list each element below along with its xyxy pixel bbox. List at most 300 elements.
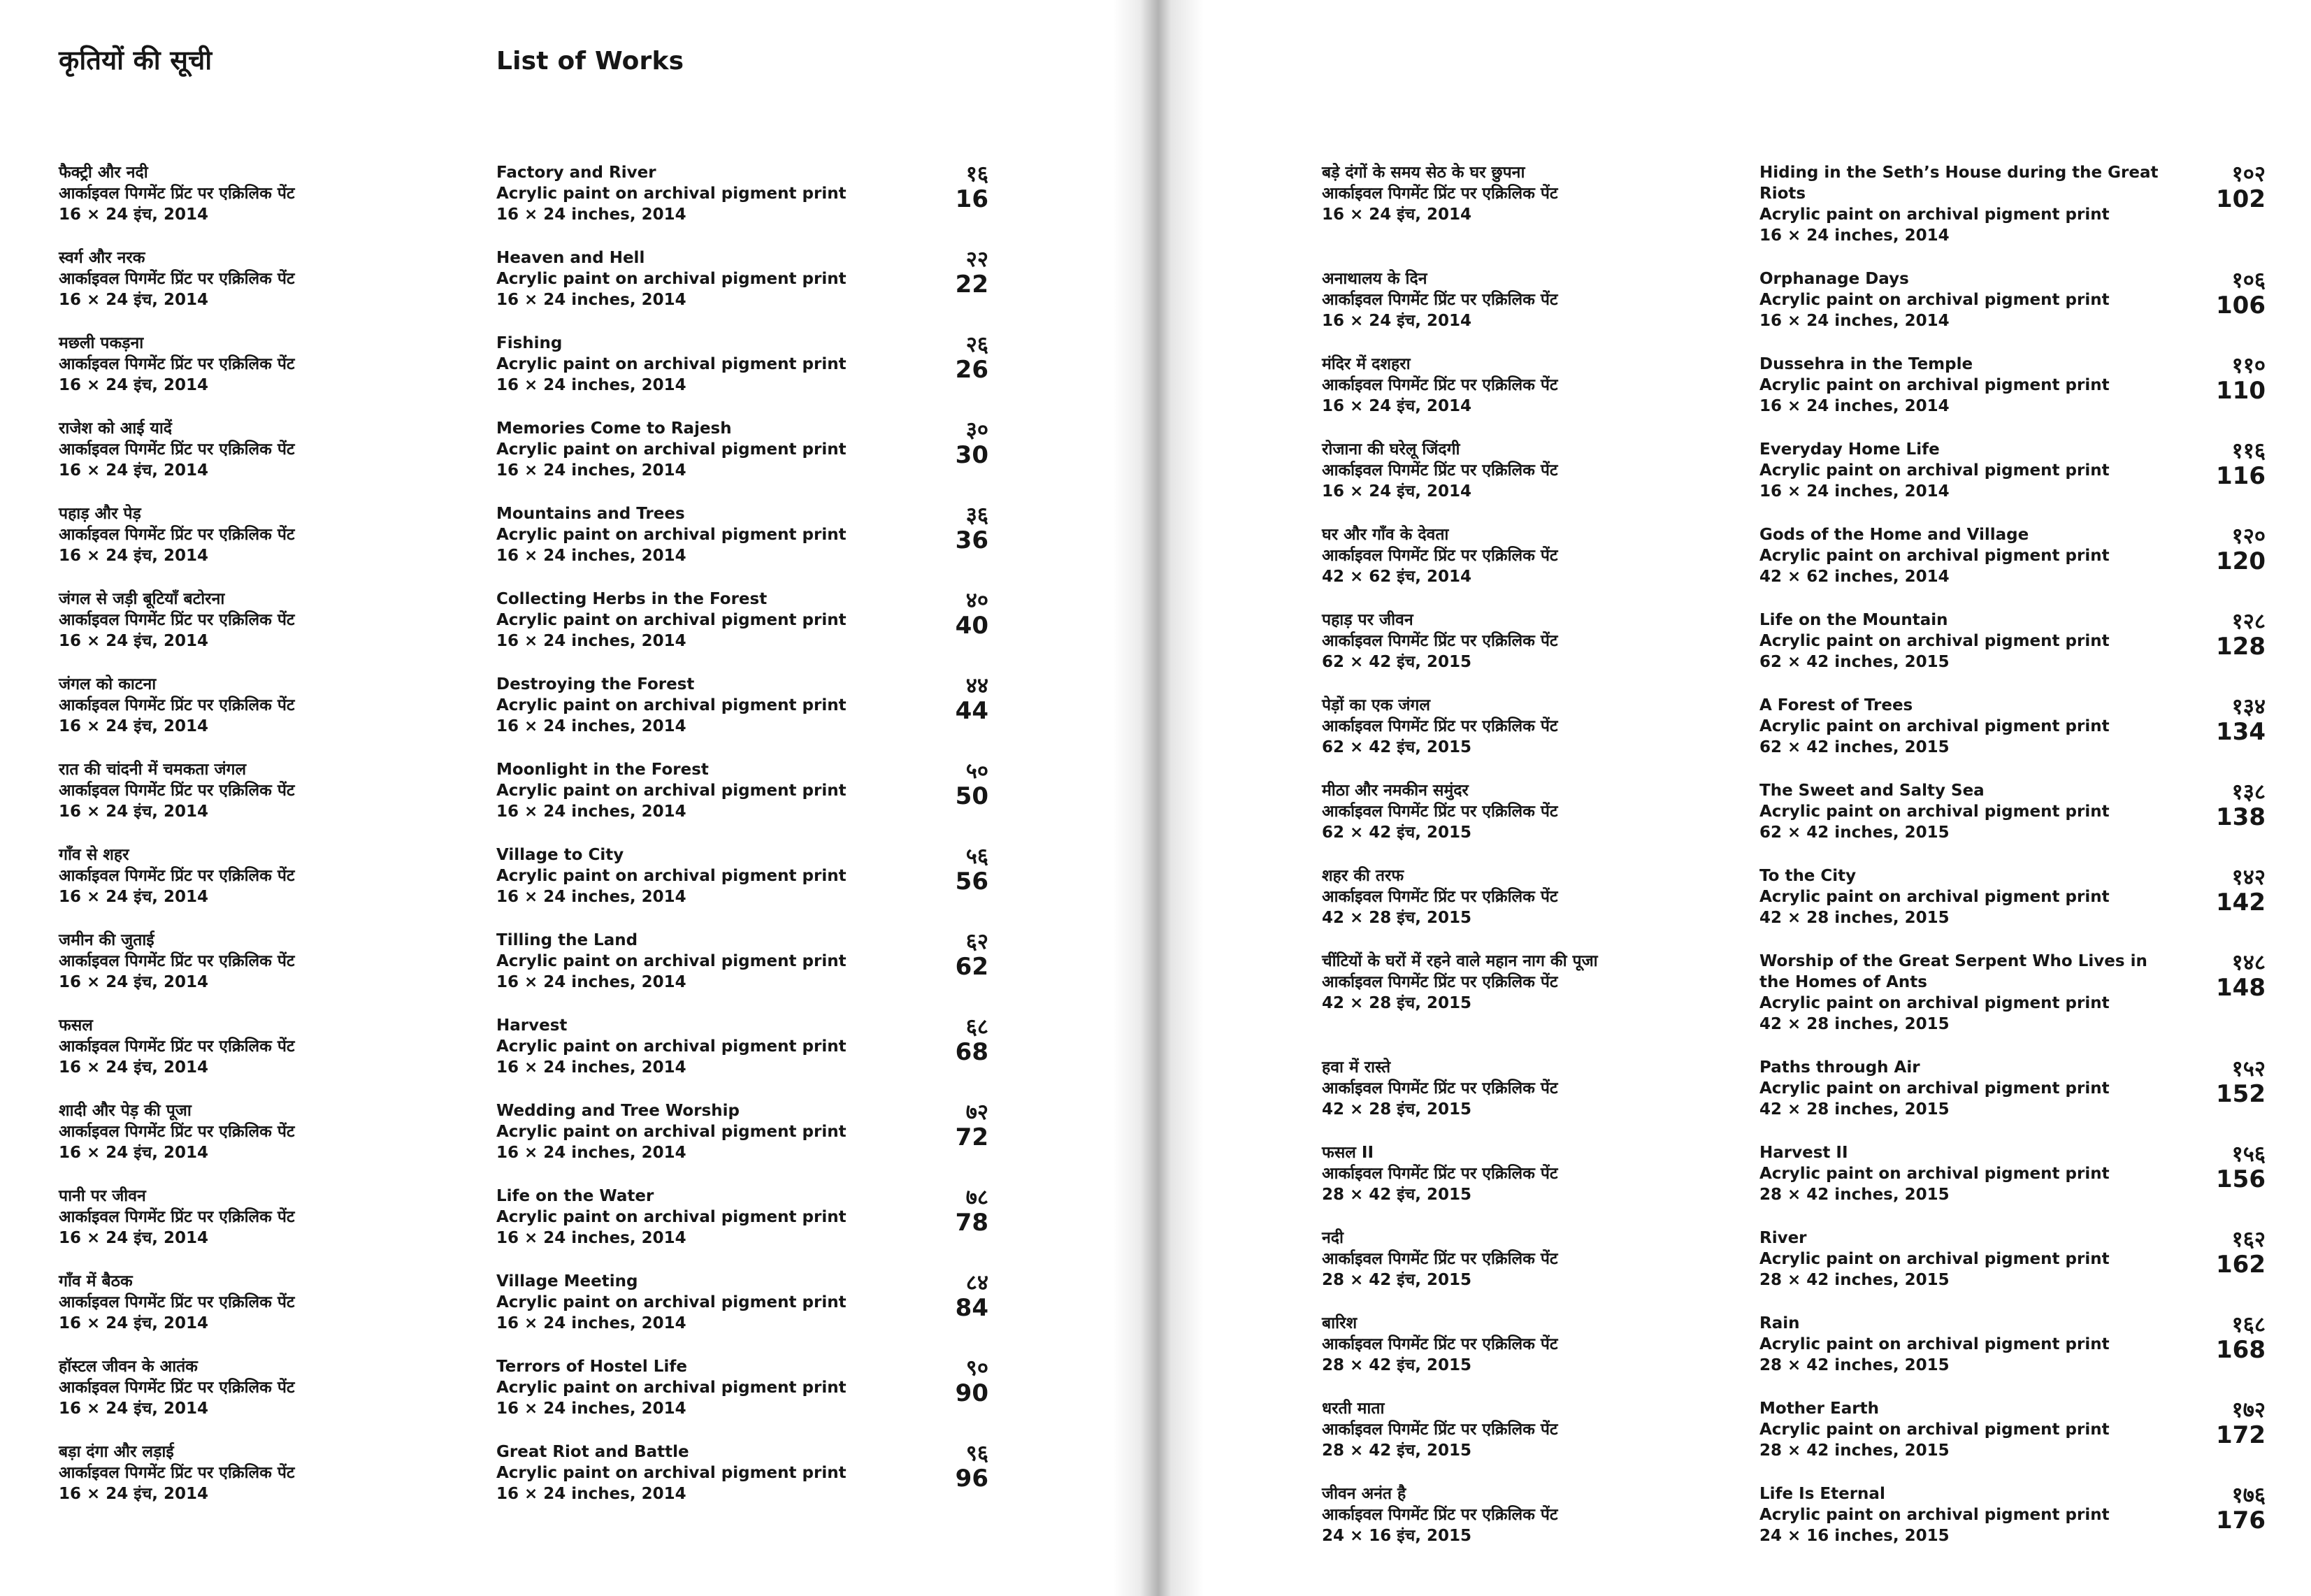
work-title-hindi: फैक्ट्री और नदी bbox=[59, 164, 148, 182]
work-title-hindi: मीठा और नमकीन समुंदर bbox=[1322, 782, 1469, 800]
page-number bbox=[926, 503, 988, 554]
page-number-latin: 148 bbox=[2216, 974, 2266, 1002]
work-medium-hindi: आर्काइवल पिगमेंट प्रिंट पर एक्रिलिक पेंट bbox=[1322, 1165, 1558, 1183]
work-medium-hindi: आर्काइवल पिगमेंट प्रिंट पर एक्रिलिक पेंट bbox=[1322, 1079, 1558, 1098]
work-dimensions-hindi: 28 × 42 इंच, 2015 bbox=[1322, 1271, 1471, 1289]
work-medium-english: Acrylic paint on archival pigment print bbox=[496, 1037, 847, 1056]
work-medium-hindi: आर्काइवल पिगमेंट प्रिंट पर एक्रिलिक पेंट bbox=[59, 355, 295, 373]
work-title-english: Life Is Eternal bbox=[1759, 1485, 1885, 1503]
work-title-english: Wedding and Tree Worship bbox=[496, 1102, 740, 1120]
page-number-latin: 96 bbox=[955, 1465, 988, 1493]
work-medium-hindi: आर्काइवल पिगमेंट प्रिंट पर एक्रिलिक पेंट bbox=[1322, 376, 1558, 394]
work-entry bbox=[1322, 951, 2266, 1035]
work-title-hindi: जमीन की जुताई bbox=[59, 931, 154, 949]
work-dimensions-hindi: 16 × 24 इंच, 2014 bbox=[59, 888, 208, 906]
work-dimensions-english: 16 × 24 inches, 2014 bbox=[496, 1400, 686, 1418]
work-medium-hindi: आर्काइवल पिगमेंट प्रिंट पर एक्रिलिक पेंट bbox=[59, 867, 295, 885]
page-number-devanagari: १७२ bbox=[2231, 1397, 2266, 1423]
hindi-block bbox=[1322, 1398, 1759, 1461]
work-dimensions-english: 28 × 42 inches, 2015 bbox=[1759, 1271, 1950, 1289]
work-dimensions-english: 16 × 24 inches, 2014 bbox=[1759, 227, 1950, 245]
page-number-latin: 26 bbox=[955, 356, 988, 384]
english-block bbox=[1759, 610, 2203, 673]
work-entry bbox=[1322, 1483, 2266, 1546]
work-medium-hindi: आर्काइवल पिगमेंट प्रिंट पर एक्रिलिक पेंट bbox=[1322, 1250, 1558, 1268]
work-title-hindi: जंगल को काटना bbox=[59, 675, 157, 693]
page-number-latin: 128 bbox=[2216, 633, 2266, 661]
hindi-block bbox=[1322, 1313, 1759, 1376]
work-dimensions-hindi: 24 × 16 इंच, 2015 bbox=[1322, 1527, 1471, 1545]
page-number-latin: 152 bbox=[2216, 1080, 2266, 1108]
english-block bbox=[496, 247, 926, 310]
work-title-english: Harvest II bbox=[1759, 1144, 1848, 1162]
work-entry bbox=[1322, 439, 2266, 502]
english-block bbox=[496, 1271, 926, 1334]
page-number-devanagari: १२८ bbox=[2231, 609, 2266, 634]
work-dimensions-hindi: 62 × 42 इंच, 2015 bbox=[1322, 824, 1471, 842]
hindi-block bbox=[59, 1186, 496, 1249]
page-title-english: List of Works bbox=[496, 47, 684, 76]
page-number-latin: 168 bbox=[2216, 1336, 2266, 1364]
work-medium-hindi: आर्काइवल पिगमेंट प्रिंट पर एक्रिलिक पेंट bbox=[59, 1379, 295, 1397]
work-entry bbox=[1322, 354, 2266, 417]
work-medium-english: Acrylic paint on archival pigment print bbox=[496, 611, 847, 629]
page-number bbox=[926, 674, 988, 724]
hindi-block bbox=[1322, 524, 1759, 587]
page-number bbox=[2203, 1398, 2266, 1448]
page-number-devanagari: १४८ bbox=[2231, 950, 2266, 975]
work-dimensions-english: 24 × 16 inches, 2015 bbox=[1759, 1527, 1950, 1545]
english-block bbox=[1759, 439, 2203, 502]
english-block bbox=[1759, 1057, 2203, 1120]
work-dimensions-hindi: 16 × 24 इंच, 2014 bbox=[59, 376, 208, 394]
work-dimensions-english: 16 × 24 inches, 2014 bbox=[496, 206, 686, 224]
work-dimensions-hindi: 16 × 24 इंच, 2014 bbox=[59, 291, 208, 309]
work-entry bbox=[1322, 1057, 2266, 1120]
page-number-devanagari: २२ bbox=[965, 247, 988, 272]
work-title-english: Dussehra in the Temple bbox=[1759, 355, 1973, 373]
hindi-block bbox=[1322, 439, 1759, 502]
page-number-devanagari: १३८ bbox=[2231, 779, 2266, 805]
english-block bbox=[1759, 1142, 2203, 1205]
work-title-hindi: धरती माता bbox=[1322, 1400, 1385, 1418]
hindi-block bbox=[59, 1100, 496, 1163]
hindi-block bbox=[1322, 695, 1759, 758]
work-dimensions-english: 62 × 42 inches, 2015 bbox=[1759, 653, 1950, 671]
work-dimensions-english: 62 × 42 inches, 2015 bbox=[1759, 824, 1950, 842]
work-dimensions-hindi: 16 × 24 इंच, 2014 bbox=[59, 803, 208, 821]
work-title-hindi: स्वर्ग और नरक bbox=[59, 249, 145, 267]
right-page bbox=[1322, 162, 2266, 1569]
english-block bbox=[496, 1015, 926, 1078]
work-medium-english: Acrylic paint on archival pigment print bbox=[1759, 1335, 2110, 1353]
page-number bbox=[926, 759, 988, 810]
work-medium-english: Acrylic paint on archival pigment print bbox=[1759, 1506, 2110, 1524]
english-block bbox=[496, 674, 926, 737]
work-dimensions-english: 16 × 24 inches, 2014 bbox=[496, 888, 686, 906]
work-title-hindi: फसल II bbox=[1322, 1144, 1374, 1162]
work-title-english: The Sweet and Salty Sea bbox=[1759, 782, 1985, 800]
work-title-hindi: शहर की तरफ bbox=[1322, 867, 1404, 885]
work-dimensions-english: 16 × 24 inches, 2014 bbox=[496, 376, 686, 394]
work-medium-hindi: आर्काइवल पिगमेंट प्रिंट पर एक्रिलिक पेंट bbox=[1322, 1506, 1558, 1524]
english-block bbox=[496, 1186, 926, 1249]
work-title-english: A Forest of Trees bbox=[1759, 696, 1913, 714]
work-entry bbox=[59, 759, 988, 822]
hindi-block bbox=[1322, 354, 1759, 417]
work-medium-english: Acrylic paint on archival pigment print bbox=[1759, 206, 2110, 224]
work-medium-hindi: आर्काइवल पिगमेंट प्रिंट पर एक्रिलिक पेंट bbox=[59, 185, 295, 203]
page-number bbox=[2203, 1057, 2266, 1107]
work-title-hindi: फसल bbox=[59, 1016, 93, 1035]
page-number-latin: 22 bbox=[955, 271, 988, 299]
english-block bbox=[1759, 524, 2203, 587]
page-number bbox=[926, 844, 988, 895]
work-medium-hindi: आर्काइवल पिगमेंट प्रिंट पर एक्रिलिक पेंट bbox=[59, 696, 295, 714]
english-block bbox=[496, 844, 926, 907]
english-block bbox=[496, 1442, 926, 1504]
english-block bbox=[1759, 695, 2203, 758]
work-title-hindi: पहाड़ पर जीवन bbox=[1322, 611, 1413, 629]
work-dimensions-hindi: 16 × 24 इंच, 2014 bbox=[59, 547, 208, 565]
work-medium-hindi: आर्काइवल पिगमेंट प्रिंट पर एक्रिलिक पेंट bbox=[1322, 888, 1558, 906]
work-title-hindi: मंदिर में दशहरा bbox=[1322, 355, 1411, 373]
hindi-block bbox=[1322, 268, 1759, 331]
work-title-hindi: रात की चांदनी में चमकता जंगल bbox=[59, 761, 247, 779]
work-title-hindi: पहाड़ और पेड़ bbox=[59, 505, 141, 523]
work-title-english: Memories Come to Rajesh bbox=[496, 419, 732, 438]
hindi-block bbox=[59, 674, 496, 737]
work-title-hindi: घर और गाँव के देवता bbox=[1322, 526, 1449, 544]
work-dimensions-hindi: 62 × 42 इंच, 2015 bbox=[1322, 738, 1471, 756]
work-medium-english: Acrylic paint on archival pigment print bbox=[496, 526, 847, 544]
gutter-shadow bbox=[1113, 0, 1204, 1596]
page-number bbox=[2203, 268, 2266, 319]
english-block bbox=[1759, 865, 2203, 928]
work-dimensions-english: 16 × 24 inches, 2014 bbox=[496, 1058, 686, 1077]
page-number bbox=[2203, 951, 2266, 1001]
hindi-block bbox=[1322, 1228, 1759, 1291]
hindi-block bbox=[59, 333, 496, 396]
page-number-latin: 176 bbox=[2216, 1507, 2266, 1534]
work-title-english: To the City bbox=[1759, 867, 1857, 885]
work-medium-hindi: आर्काइवल पिगमेंट प्रिंट पर एक्रिलिक पेंट bbox=[1322, 803, 1558, 821]
work-title-english: Village Meeting bbox=[496, 1272, 638, 1291]
english-block bbox=[496, 1356, 926, 1419]
page-number-devanagari: ११० bbox=[2231, 353, 2266, 378]
work-medium-hindi: आर्काइवल पिगमेंट प्रिंट पर एक्रिलिक पेंट bbox=[59, 526, 295, 544]
work-dimensions-hindi: 42 × 28 इंच, 2015 bbox=[1322, 1100, 1471, 1119]
work-title-english: Worship of the Great Serpent Who Lives in the Homes of Ants bbox=[1759, 952, 2147, 991]
hindi-block bbox=[59, 1271, 496, 1334]
hindi-block bbox=[1322, 162, 1759, 225]
work-title-hindi: बड़ा दंगा और लड़ाई bbox=[59, 1443, 174, 1461]
work-entry bbox=[59, 1442, 988, 1504]
work-dimensions-hindi: 16 × 24 इंच, 2014 bbox=[59, 1400, 208, 1418]
work-dimensions-hindi: 16 × 24 इंच, 2014 bbox=[1322, 312, 1471, 330]
work-title-english: Moonlight in the Forest bbox=[496, 761, 709, 779]
page-number-latin: 68 bbox=[955, 1038, 988, 1066]
page-number-devanagari: १६८ bbox=[2231, 1312, 2266, 1337]
work-dimensions-hindi: 16 × 24 इंच, 2014 bbox=[59, 1229, 208, 1247]
work-medium-english: Acrylic paint on archival pigment print bbox=[1759, 1421, 2110, 1439]
work-medium-english: Acrylic paint on archival pigment print bbox=[496, 1379, 847, 1397]
work-dimensions-hindi: 62 × 42 इंच, 2015 bbox=[1322, 653, 1471, 671]
work-entry bbox=[1322, 610, 2266, 673]
hindi-block bbox=[59, 589, 496, 652]
work-dimensions-hindi: 16 × 24 इंच, 2014 bbox=[1322, 482, 1471, 501]
work-title-english: Village to City bbox=[496, 846, 624, 864]
work-medium-hindi: आर्काइवल पिगमेंट प्रिंट पर एक्रिलिक पेंट bbox=[59, 952, 295, 970]
work-entry bbox=[1322, 1313, 2266, 1376]
work-dimensions-english: 42 × 28 inches, 2015 bbox=[1759, 1100, 1950, 1119]
work-dimensions-english: 62 × 42 inches, 2015 bbox=[1759, 738, 1950, 756]
work-title-english: Life on the Mountain bbox=[1759, 611, 1948, 629]
work-medium-hindi: आर्काइवल पिगमेंट प्रिंट पर एक्रिलिक पेंट bbox=[1322, 185, 1558, 203]
work-dimensions-hindi: 16 × 24 इंच, 2014 bbox=[59, 1058, 208, 1077]
work-entry bbox=[59, 247, 988, 310]
hindi-block bbox=[1322, 951, 1759, 1014]
page-number bbox=[2203, 1228, 2266, 1278]
work-title-hindi: गाँव में बैठक bbox=[59, 1272, 133, 1291]
page-number-latin: 116 bbox=[2216, 462, 2266, 490]
work-title-english: Collecting Herbs in the Forest bbox=[496, 590, 768, 608]
work-dimensions-english: 16 × 24 inches, 2014 bbox=[496, 717, 686, 735]
work-medium-english: Acrylic paint on archival pigment print bbox=[496, 1208, 847, 1226]
work-title-english: Terrors of Hostel Life bbox=[496, 1358, 687, 1376]
hindi-block bbox=[59, 844, 496, 907]
page-number-latin: 44 bbox=[955, 697, 988, 725]
english-block bbox=[1759, 780, 2203, 843]
work-entry bbox=[59, 1356, 988, 1419]
work-title-hindi: शादी और पेड़ की पूजा bbox=[59, 1102, 192, 1120]
hindi-block bbox=[59, 1015, 496, 1078]
work-medium-hindi: आर्काइवल पिगमेंट प्रिंट पर एक्रिलिक पेंट bbox=[59, 1123, 295, 1141]
work-medium-hindi: आर्काइवल पिगमेंट प्रिंट पर एक्रिलिक पेंट bbox=[1322, 547, 1558, 565]
work-dimensions-hindi: 42 × 28 इंच, 2015 bbox=[1322, 994, 1471, 1012]
hindi-block bbox=[59, 1442, 496, 1504]
work-entry bbox=[59, 1186, 988, 1249]
hindi-block bbox=[1322, 1142, 1759, 1205]
page-number-latin: 172 bbox=[2216, 1421, 2266, 1449]
page-number-devanagari: ७८ bbox=[965, 1185, 988, 1210]
work-dimensions-english: 16 × 24 inches, 2014 bbox=[496, 973, 686, 991]
work-medium-hindi: आर्काइवल पिगमेंट प्रिंट पर एक्रिलिक पेंट bbox=[59, 440, 295, 459]
page-number-devanagari: १५६ bbox=[2231, 1142, 2266, 1167]
english-block bbox=[1759, 162, 2203, 246]
page-number-latin: 16 bbox=[955, 185, 988, 213]
page-number bbox=[926, 1100, 988, 1151]
work-title-hindi: नदी bbox=[1322, 1229, 1344, 1247]
page-number-latin: 78 bbox=[955, 1209, 988, 1237]
work-dimensions-hindi: 16 × 24 इंच, 2014 bbox=[59, 1144, 208, 1162]
page-number-devanagari: १२० bbox=[2231, 524, 2266, 549]
work-title-hindi: हॉस्टल जीवन के आतंक bbox=[59, 1358, 198, 1376]
work-dimensions-hindi: 16 × 24 इंच, 2014 bbox=[1322, 206, 1471, 224]
page-number bbox=[2203, 610, 2266, 660]
hindi-block bbox=[59, 418, 496, 481]
page-number-devanagari: १३४ bbox=[2231, 694, 2266, 719]
page-number-devanagari: ११६ bbox=[2231, 438, 2266, 463]
work-entry bbox=[59, 418, 988, 481]
work-dimensions-english: 16 × 24 inches, 2014 bbox=[496, 1485, 686, 1503]
work-medium-hindi: आर्काइवल पिगमेंट प्रिंट पर एक्रिलिक पेंट bbox=[1322, 717, 1558, 735]
page-number-latin: 36 bbox=[955, 526, 988, 554]
work-entry bbox=[1322, 1142, 2266, 1205]
page-number-latin: 134 bbox=[2216, 718, 2266, 746]
english-block bbox=[1759, 1228, 2203, 1291]
page-number-devanagari: ३० bbox=[965, 417, 988, 443]
page-number-devanagari: ६८ bbox=[965, 1014, 988, 1040]
work-medium-hindi: आर्काइवल पिगमेंट प्रिंट पर एक्रिलिक पेंट bbox=[1322, 1335, 1558, 1353]
work-dimensions-english: 16 × 24 inches, 2014 bbox=[496, 1144, 686, 1162]
page-number-latin: 106 bbox=[2216, 292, 2266, 319]
work-entry bbox=[1322, 524, 2266, 587]
work-medium-hindi: आर्काइवल पिगमेंट प्रिंट पर एक्रिलिक पेंट bbox=[59, 611, 295, 629]
hindi-block bbox=[59, 247, 496, 310]
hindi-block bbox=[59, 930, 496, 993]
work-dimensions-hindi: 16 × 24 इंच, 2014 bbox=[59, 973, 208, 991]
page-number bbox=[926, 930, 988, 980]
page-number-latin: 102 bbox=[2216, 185, 2266, 213]
work-medium-english: Acrylic paint on archival pigment print bbox=[496, 355, 847, 373]
work-title-hindi: गाँव से शहर bbox=[59, 846, 129, 864]
work-title-english: Mountains and Trees bbox=[496, 505, 685, 523]
work-entry bbox=[59, 1015, 988, 1078]
work-medium-english: Acrylic paint on archival pigment print bbox=[496, 270, 847, 288]
work-entry bbox=[59, 1271, 988, 1334]
english-block bbox=[496, 759, 926, 822]
work-medium-hindi: आर्काइवल पिगमेंट प्रिंट पर एक्रिलिक पेंट bbox=[1322, 291, 1558, 309]
page-number-latin: 62 bbox=[955, 953, 988, 981]
page-number-devanagari: १०२ bbox=[2231, 161, 2266, 187]
work-medium-english: Acrylic paint on archival pigment print bbox=[496, 1123, 847, 1141]
work-title-english: Great Riot and Battle bbox=[496, 1443, 689, 1461]
work-medium-english: Acrylic paint on archival pigment print bbox=[496, 782, 847, 800]
page-number bbox=[926, 247, 988, 298]
work-medium-english: Acrylic paint on archival pigment print bbox=[496, 1293, 847, 1311]
work-title-hindi: मछली पकड़ना bbox=[59, 334, 144, 352]
work-medium-english: Acrylic paint on archival pigment print bbox=[1759, 1250, 2110, 1268]
page-number bbox=[2203, 780, 2266, 831]
page-number-latin: 120 bbox=[2216, 547, 2266, 575]
page-number bbox=[926, 1015, 988, 1065]
work-medium-hindi: आर्काइवल पिगमेंट प्रिंट पर एक्रिलिक पेंट bbox=[59, 1037, 295, 1056]
work-medium-english: Acrylic paint on archival pigment print bbox=[496, 696, 847, 714]
work-dimensions-english: 16 × 24 inches, 2014 bbox=[496, 547, 686, 565]
work-medium-english: Acrylic paint on archival pigment print bbox=[1759, 632, 2110, 650]
page-number bbox=[2203, 1313, 2266, 1363]
work-medium-english: Acrylic paint on archival pigment print bbox=[496, 440, 847, 459]
page-number-latin: 162 bbox=[2216, 1251, 2266, 1279]
work-entry bbox=[59, 503, 988, 566]
page-number-devanagari: ९६ bbox=[965, 1441, 988, 1466]
work-medium-hindi: आर्काइवल पिगमेंट प्रिंट पर एक्रिलिक पेंट bbox=[59, 1464, 295, 1482]
page-number-devanagari: १६ bbox=[965, 161, 988, 187]
work-medium-english: Acrylic paint on archival pigment print bbox=[1759, 1079, 2110, 1098]
work-dimensions-english: 16 × 24 inches, 2014 bbox=[496, 1314, 686, 1332]
work-medium-english: Acrylic paint on archival pigment print bbox=[1759, 291, 2110, 309]
page-number-latin: 142 bbox=[2216, 889, 2266, 916]
hindi-block bbox=[59, 1356, 496, 1419]
work-dimensions-english: 42 × 28 inches, 2015 bbox=[1759, 909, 1950, 927]
english-block bbox=[1759, 951, 2203, 1035]
work-medium-english: Acrylic paint on archival pigment print bbox=[1759, 994, 2110, 1012]
work-entry bbox=[59, 333, 988, 396]
work-title-english: Destroying the Forest bbox=[496, 675, 695, 693]
work-entry bbox=[1322, 865, 2266, 928]
hindi-block bbox=[59, 759, 496, 822]
page-number bbox=[926, 1356, 988, 1407]
work-medium-english: Acrylic paint on archival pigment print bbox=[1759, 717, 2110, 735]
work-medium-english: Acrylic paint on archival pigment print bbox=[1759, 1165, 2110, 1183]
work-dimensions-hindi: 16 × 24 इंच, 2014 bbox=[1322, 397, 1471, 415]
left-page bbox=[59, 162, 988, 1527]
english-block bbox=[496, 162, 926, 225]
work-medium-hindi: आर्काइवल पिगमेंट प्रिंट पर एक्रिलिक पेंट bbox=[59, 270, 295, 288]
work-dimensions-english: 28 × 42 inches, 2015 bbox=[1759, 1186, 1950, 1204]
page-number-latin: 90 bbox=[955, 1379, 988, 1407]
page-number bbox=[2203, 439, 2266, 489]
work-dimensions-english: 16 × 24 inches, 2014 bbox=[1759, 482, 1950, 501]
work-title-hindi: बड़े दंगों के समय सेठ के घर छुपना bbox=[1322, 164, 1525, 182]
work-dimensions-english: 16 × 24 inches, 2014 bbox=[496, 632, 686, 650]
page-number-devanagari: १०६ bbox=[2231, 268, 2266, 293]
work-title-english: Tilling the Land bbox=[496, 931, 638, 949]
work-dimensions-hindi: 28 × 42 इंच, 2015 bbox=[1322, 1356, 1471, 1374]
page-number bbox=[926, 333, 988, 383]
work-title-english: Heaven and Hell bbox=[496, 249, 645, 267]
work-title-english: Harvest bbox=[496, 1016, 568, 1035]
page-number-devanagari: १७६ bbox=[2231, 1483, 2266, 1508]
page-number bbox=[2203, 1142, 2266, 1193]
work-medium-english: Acrylic paint on archival pigment print bbox=[496, 867, 847, 885]
english-block bbox=[496, 418, 926, 481]
work-dimensions-english: 16 × 24 inches, 2014 bbox=[496, 803, 686, 821]
page-number-latin: 138 bbox=[2216, 803, 2266, 831]
english-block bbox=[1759, 1313, 2203, 1376]
work-medium-hindi: आर्काइवल पिगमेंट प्रिंट पर एक्रिलिक पेंट bbox=[59, 1293, 295, 1311]
page-number bbox=[2203, 1483, 2266, 1534]
hindi-block bbox=[1322, 610, 1759, 673]
work-title-english: Hiding in the Seth’s House during the Great Riots bbox=[1759, 164, 2159, 203]
work-title-english: Paths through Air bbox=[1759, 1058, 1920, 1077]
page-number-devanagari: ५० bbox=[965, 759, 988, 784]
work-dimensions-hindi: 16 × 24 इंच, 2014 bbox=[59, 461, 208, 480]
page-number-devanagari: १४२ bbox=[2231, 865, 2266, 890]
page-number-devanagari: १६२ bbox=[2231, 1227, 2266, 1252]
hindi-block bbox=[1322, 1483, 1759, 1546]
work-dimensions-hindi: 42 × 28 इंच, 2015 bbox=[1322, 909, 1471, 927]
work-title-hindi: बारिश bbox=[1322, 1314, 1358, 1332]
work-medium-english: Acrylic paint on archival pigment print bbox=[496, 952, 847, 970]
english-block bbox=[496, 589, 926, 652]
work-dimensions-hindi: 16 × 24 इंच, 2014 bbox=[59, 1314, 208, 1332]
work-title-english: Orphanage Days bbox=[1759, 270, 1909, 288]
work-title-hindi: जीवन अनंत है bbox=[1322, 1485, 1406, 1503]
page-number-latin: 30 bbox=[955, 441, 988, 469]
work-dimensions-hindi: 16 × 24 इंच, 2014 bbox=[59, 1485, 208, 1503]
work-dimensions-hindi: 16 × 24 इंच, 2014 bbox=[59, 717, 208, 735]
page-number bbox=[2203, 865, 2266, 916]
work-title-hindi: हवा में रास्ते bbox=[1322, 1058, 1391, 1077]
page-number bbox=[2203, 354, 2266, 404]
page-number-devanagari: ७२ bbox=[965, 1100, 988, 1125]
page-number-devanagari: ५६ bbox=[965, 844, 988, 869]
work-entry bbox=[59, 930, 988, 993]
work-title-english: Life on the Water bbox=[496, 1187, 654, 1205]
english-block bbox=[496, 333, 926, 396]
